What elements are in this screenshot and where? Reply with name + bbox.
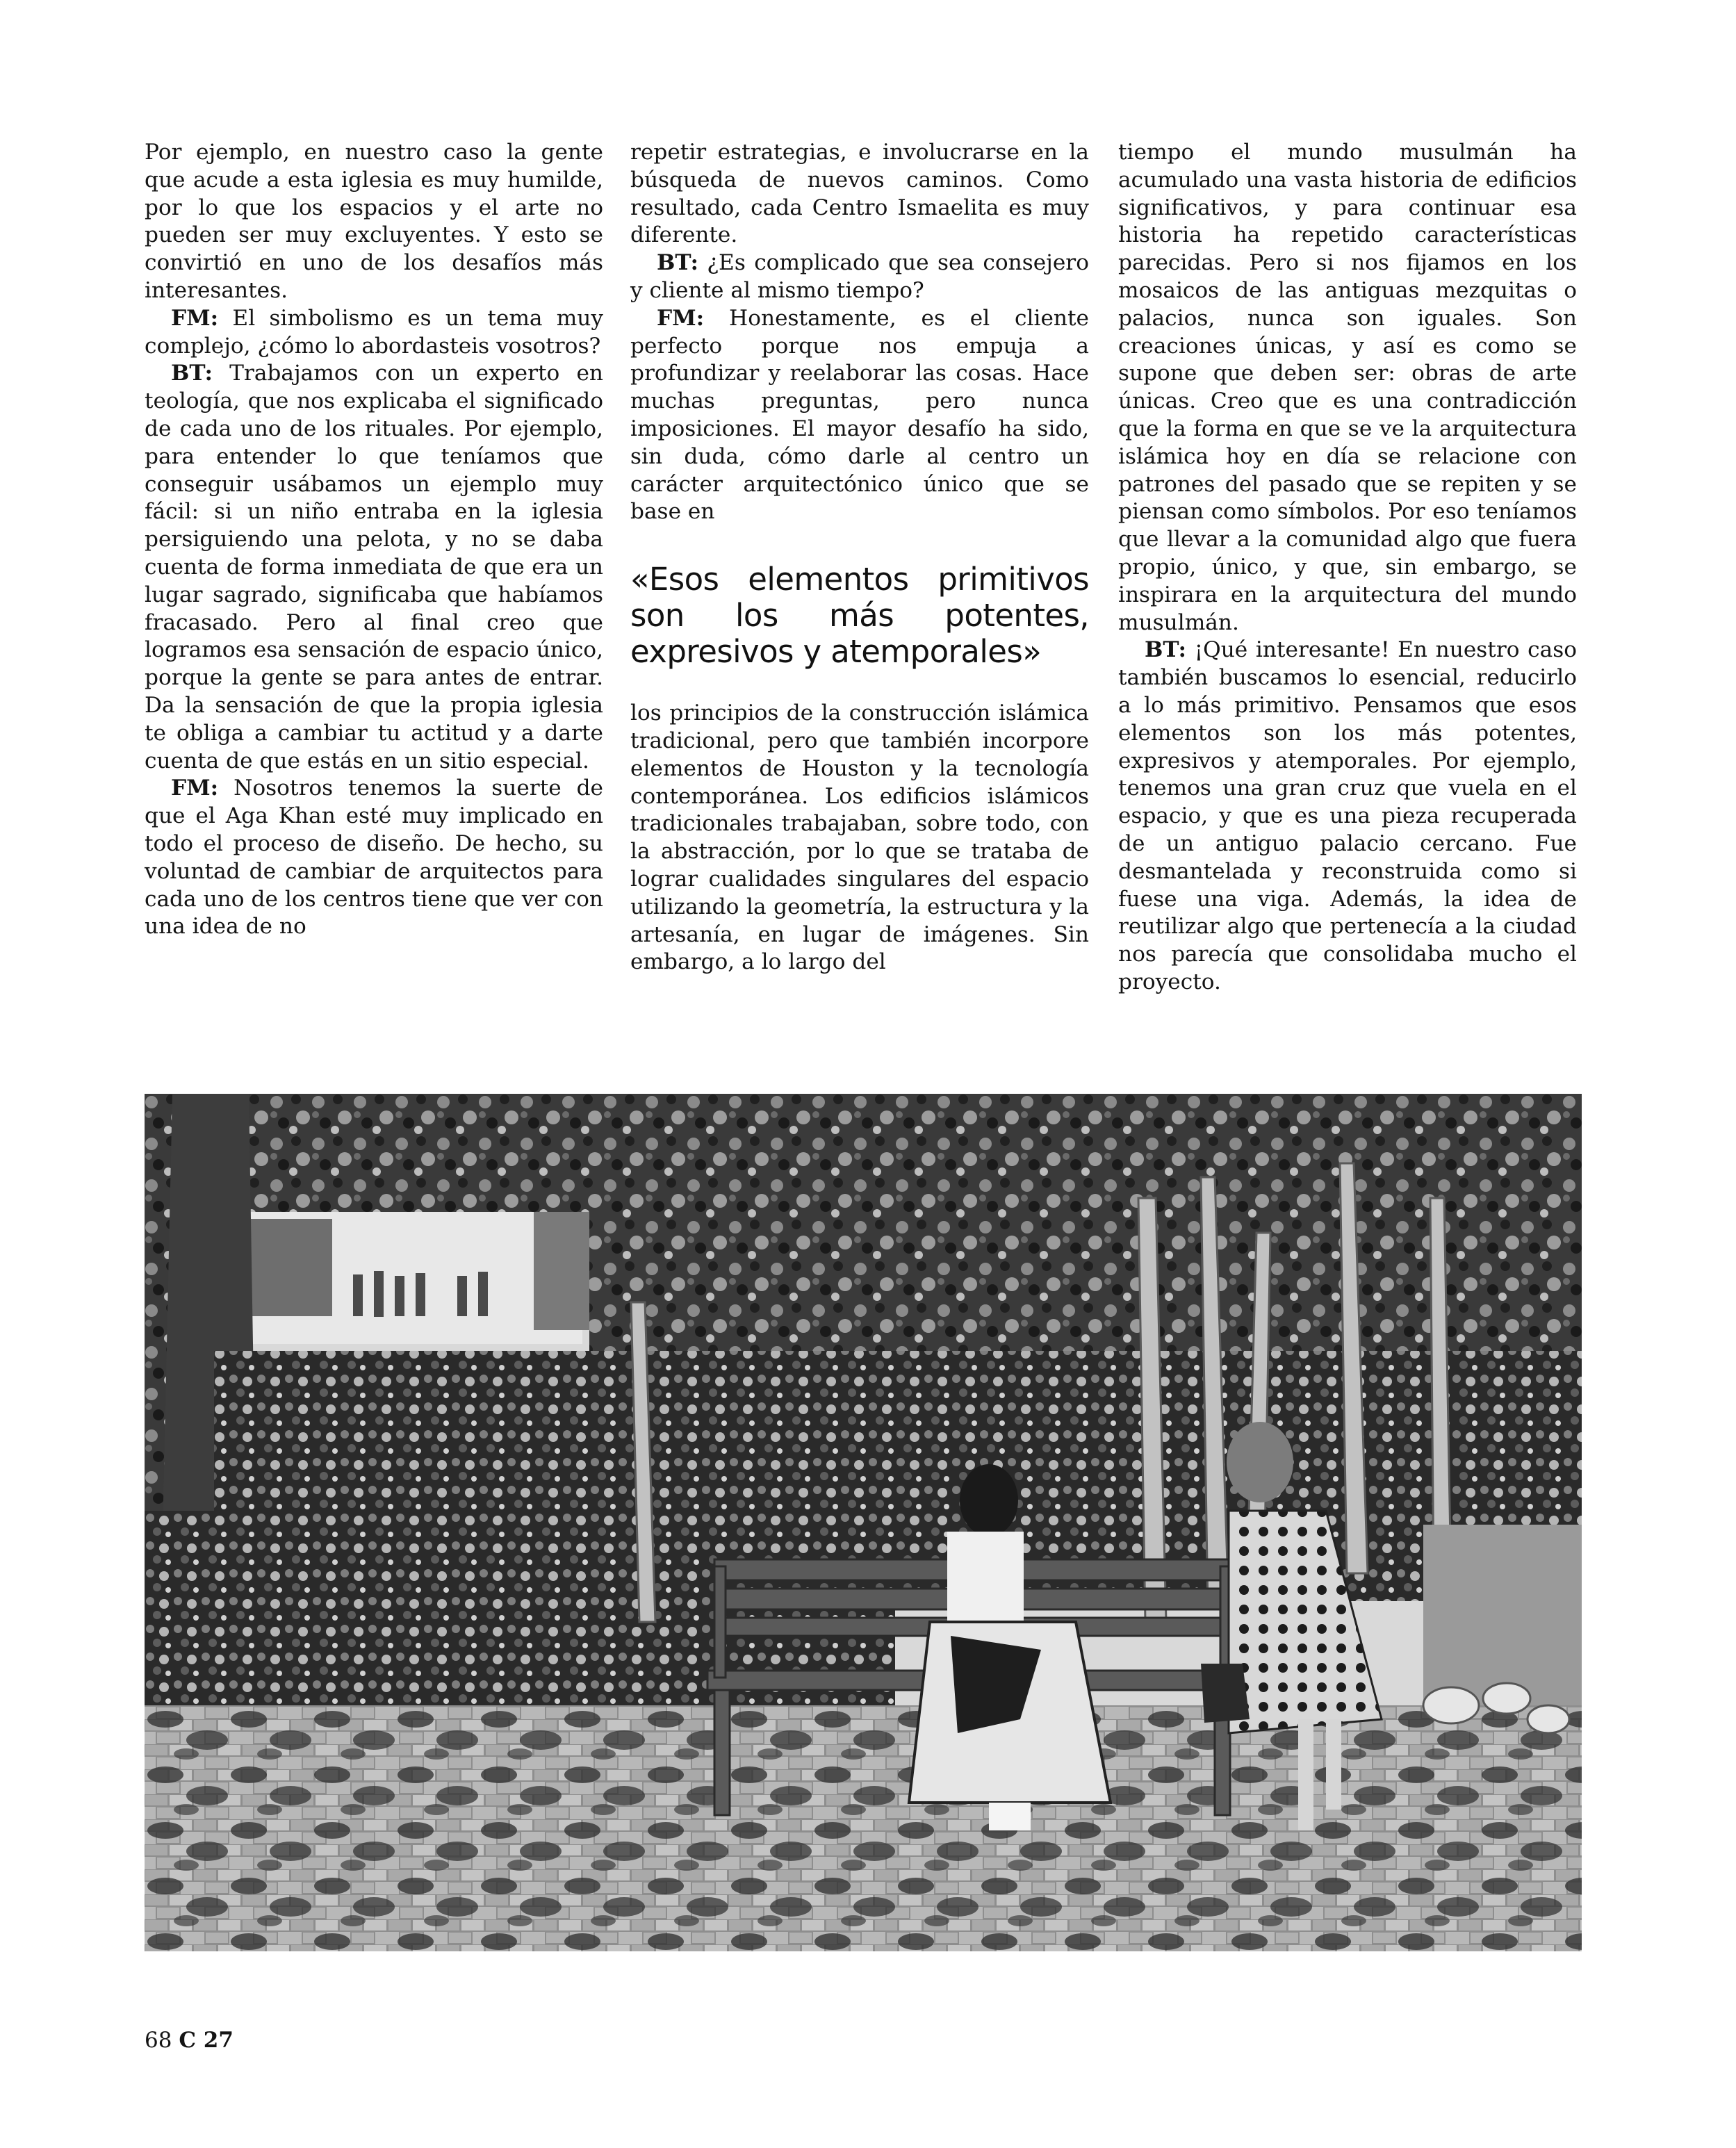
column-2 (630, 139, 1089, 976)
paragraph-text: Trabajamos con un experto en teología, que nos explicaba el significado de cada uno de los rituales. Por ejemplo, para entender lo que teníamos que conseguir usábamos un ejemplo muy fácil: si un niño entraba en la iglesia persiguiendo una pelota, y no se daba cuenta de forma inmediata de que era un lugar sagrado, significaba que habíamos fracasado. Pero al final creo que logramos esa sensación de espacio único, porque la gente se para antes de entrar. Da la sensación de que la propia iglesia te obliga a cambiar tu actitud y a darte cuenta de que estás en un sitio especial. (145, 361, 603, 773)
speaker-label: BT: (171, 361, 213, 386)
paragraph (145, 305, 603, 361)
page-folio (145, 2028, 234, 2053)
paragraph (145, 775, 603, 941)
paragraph-text: Por ejemplo, en nuestro caso la gente que acude a esta iglesia es muy humilde, por lo que los espacios y el arte no pueden ser muy excluyentes. Y esto se convirtió en uno de los desafíos más interesantes. (145, 140, 603, 303)
photo-illustration (145, 1094, 1582, 1951)
pull-quote: «Esos elementos primitivos son los más potentes, expresivos y atemporales» (630, 561, 1089, 671)
paragraph-text: El simbolismo es un tema muy complejo, ¿cómo lo abordasteis vosotros? (145, 305, 603, 359)
photograph-park-bench (145, 1094, 1582, 1951)
paragraph (145, 139, 603, 305)
paragraph-text: ¡Qué interesante! En nuestro caso también buscamos lo esencial, reducirlo a lo más primitivo. Pensamos que esos elementos son los más potentes, expresivos y atemporales. Por ejemplo, tenemos una gran cruz que vuela en el espacio, y que es una pieza recuperada de un antiguo palacio cercano. Fue desmantelada y reconstruida como si fuese una viga. Además, la idea de reutilizar algo que pertenecía a la ciudad nos parecía que consolidaba mucho el proyecto. (1118, 637, 1577, 994)
paragraph (630, 249, 1089, 305)
paragraph-text: Honestamente, es el cliente perfecto porque nos empuja a profundizar y reelaborar las cosas. Hace muchas preguntas, pero nunca imposiciones. El mayor desafío ha sido, sin duda, cómo darle al centro un carácter arquitectónico único que se base en (630, 305, 1089, 525)
page-number: 68 (145, 2028, 172, 2053)
speaker-label: FM: (171, 305, 219, 331)
paragraph-text: Nosotros tenemos la suerte de que el Aga Khan esté muy implicado en todo el proceso de diseño. De hecho, su voluntad de cambiar de arquitectos para cada uno de los centros tiene que ver con una idea de no (145, 776, 603, 940)
speaker-label: FM: (657, 305, 705, 331)
paragraph-text: repetir estrategias, e involucrarse en la búsqueda de nuevos caminos. Como resultado, cada Centro Ismaelita es muy diferente. (630, 140, 1089, 248)
paragraph (630, 700, 1089, 976)
paragraph (1118, 139, 1577, 637)
paragraph-text: ¿Es complicado que sea consejero y cliente al mismo tiempo? (630, 250, 1089, 303)
paragraph-text: los principios de la construcción islámica tradicional, pero que también incorpore elementos de Houston y la tecnología contemporánea. Los edificios islámicos tradicionales trabajaban, sobre todo, con la abstracción, por lo que se trataba de lograr cualidades singulares del espacio utilizando la geometría, la estructura y la artesanía, en lugar de imágenes. Sin embargo, a lo largo del (630, 700, 1089, 975)
speaker-label: BT: (1145, 637, 1186, 663)
paragraph-text: tiempo el mundo musulmán ha acumulado una vasta historia de edificios significativos, y para continuar esa historia ha repetido características parecidas. Pero si nos fijamos en los mosaicos de las antiguas mezquitas o palacios, nunca son iguales. Son creaciones únicas, y así es como se supone que deben ser: obras de arte únicas. Creo que es una contradicción que la forma en que se ve la arquitectura islámica hoy en día se relacione con patrones del pasado que se repiten y se piensan como símbolos. Por eso teníamos que llevar a la comunidad algo que fuera propio, único, y que, sin embargo, se inspirara en la arquitectura del mundo musulmán. (1118, 140, 1577, 635)
speaker-label: BT: (657, 250, 698, 276)
paragraph (1118, 637, 1577, 996)
paragraph (630, 139, 1089, 249)
column-3 (1118, 139, 1577, 997)
column-1 (145, 139, 603, 941)
paragraph (630, 305, 1089, 526)
paragraph (145, 360, 603, 775)
speaker-label: FM: (171, 776, 219, 801)
magazine-name: C 27 (179, 2028, 234, 2053)
